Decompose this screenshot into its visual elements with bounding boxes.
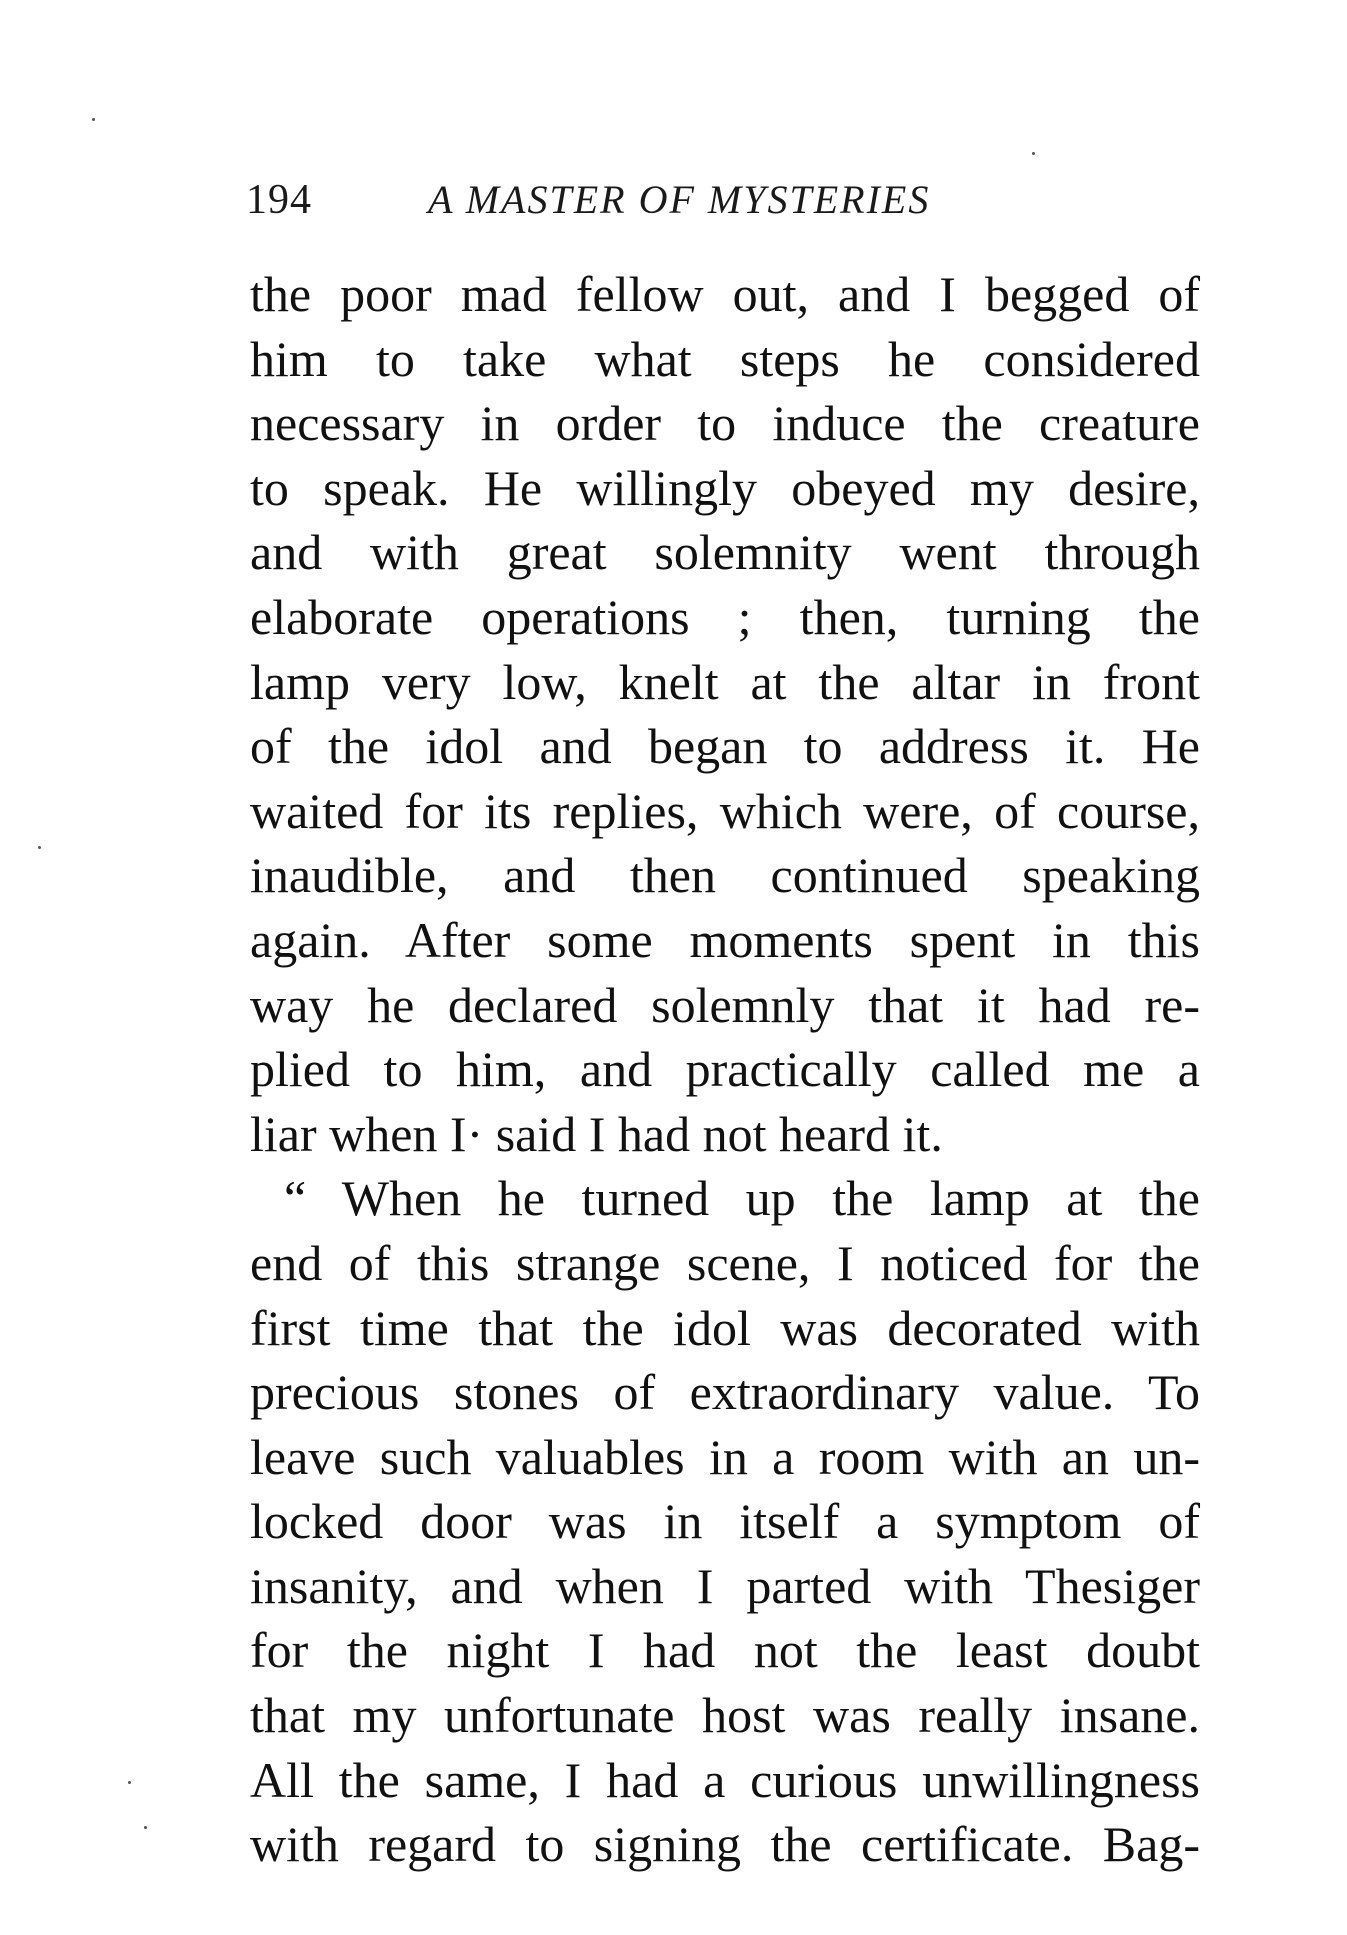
text-line: plied to him, and practically called me a (250, 1041, 1200, 1098)
paragraph-end-line: liar when I· said I had not heard it. (250, 1105, 943, 1162)
body-text (250, 262, 1200, 1877)
text-line: end of this strange scene, I noticed for the (250, 1234, 1200, 1291)
scan-speck (144, 1826, 147, 1829)
text-line: again. After some moments spent in this (250, 911, 1200, 968)
text-line: the poor mad fellow out, and I begged of (250, 266, 1200, 322)
text-line: way he declared solemnly that it had re- (250, 976, 1200, 1033)
text-line: inaudible, and then continued speaking (250, 847, 1200, 904)
page-header (246, 172, 1016, 228)
text-line: waited for its replies, which were, of course, (250, 782, 1200, 839)
scan-speck (92, 118, 95, 121)
text-line: of the idol and began to address it. He (250, 718, 1200, 775)
scan-speck (38, 846, 41, 849)
text-line: him to take what steps he considered (250, 330, 1200, 387)
text-line: precious stones of extraordinary value. To (250, 1364, 1200, 1421)
text-line: lamp very low, knelt at the altar in front (250, 653, 1200, 710)
text-line: leave such valuables in a room with an un- (250, 1428, 1200, 1485)
page-number: 194 (246, 177, 312, 223)
text-line: first time that the idol was decorated with (250, 1299, 1200, 1356)
text-line: to speak. He willingly obeyed my desire, (250, 459, 1200, 516)
text-line: elaborate operations ; then, turning the (250, 588, 1200, 645)
running-title: A MASTER OF MYSTERIES (428, 177, 931, 222)
text-line: locked door was in itself a symptom of (250, 1493, 1200, 1550)
text-line: with regard to signing the certificate. Bag- (250, 1816, 1200, 1873)
text-line: necessary in order to induce the creature (250, 395, 1200, 452)
text-line: and with great solemnity went through (250, 524, 1200, 581)
paragraph-start-line: “ When he turned up the lamp at the (284, 1170, 1200, 1227)
text-line: All the same, I had a curious unwillingness (250, 1751, 1200, 1808)
text-line: that my unfortunate host was really insane. (250, 1687, 1200, 1744)
scan-speck (1032, 152, 1035, 155)
scan-speck (128, 1781, 131, 1784)
text-line: insanity, and when I parted with Thesiger (250, 1557, 1200, 1614)
text-line: for the night I had not the least doubt (250, 1622, 1200, 1679)
